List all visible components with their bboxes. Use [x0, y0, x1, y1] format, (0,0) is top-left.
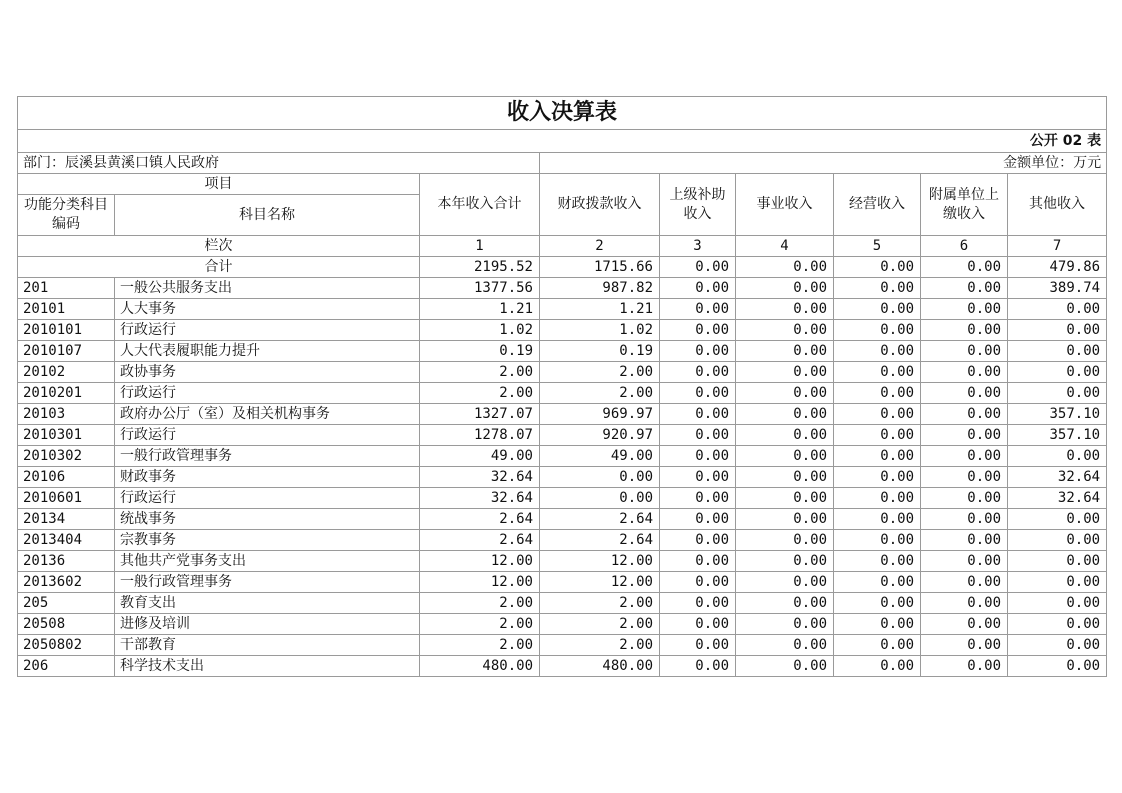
amount-cell: 0.00 — [736, 320, 834, 341]
amount-cell: 0.00 — [1008, 593, 1107, 614]
amount-cell: 2.00 — [540, 635, 660, 656]
subject-name-cell: 行政运行 — [115, 383, 420, 404]
amount-cell: 32.64 — [420, 467, 540, 488]
subject-name-cell: 一般行政管理事务 — [115, 572, 420, 593]
amount-cell: 2.64 — [540, 530, 660, 551]
subject-name-cell: 一般行政管理事务 — [115, 446, 420, 467]
header-upper-subsidy: 上级补助收入 — [660, 174, 736, 236]
table-row — [18, 551, 1107, 572]
table-row — [18, 278, 1107, 299]
column-number: 7 — [1008, 236, 1107, 257]
amount-cell: 0.00 — [921, 551, 1008, 572]
amount-cell: 0.00 — [921, 278, 1008, 299]
header-business: 事业收入 — [736, 174, 834, 236]
amount-cell: 0.00 — [660, 635, 736, 656]
amount-cell: 0.00 — [921, 446, 1008, 467]
amount-cell: 0.00 — [660, 341, 736, 362]
amount-cell: 0.00 — [834, 383, 921, 404]
func-code-cell: 20102 — [18, 362, 115, 383]
column-number: 3 — [660, 236, 736, 257]
func-code-cell: 2010601 — [18, 488, 115, 509]
table-row — [18, 362, 1107, 383]
func-code-cell: 2010101 — [18, 320, 115, 341]
amount-cell: 0.00 — [660, 278, 736, 299]
subject-name-cell: 进修及培训 — [115, 614, 420, 635]
header-affiliated: 附属单位上缴收入 — [921, 174, 1008, 236]
subject-name-cell: 政协事务 — [115, 362, 420, 383]
amount-cell: 0.00 — [921, 341, 1008, 362]
amount-cell: 0.00 — [921, 383, 1008, 404]
column-number: 5 — [834, 236, 921, 257]
amount-cell: 0.00 — [834, 425, 921, 446]
amount-cell: 12.00 — [420, 551, 540, 572]
table-row — [18, 530, 1107, 551]
column-number: 6 — [921, 236, 1008, 257]
amount-cell: 0.00 — [921, 488, 1008, 509]
amount-cell: 0.00 — [736, 551, 834, 572]
amount-cell: 0.00 — [660, 467, 736, 488]
amount-cell: 12.00 — [540, 572, 660, 593]
amount-cell: 389.74 — [1008, 278, 1107, 299]
amount-cell: 0.00 — [834, 446, 921, 467]
amount-cell: 987.82 — [540, 278, 660, 299]
amount-cell: 2.00 — [540, 383, 660, 404]
amount-cell: 357.10 — [1008, 404, 1107, 425]
amount-cell: 2.00 — [540, 362, 660, 383]
func-code-cell: 2010301 — [18, 425, 115, 446]
amount-cell: 0.00 — [834, 488, 921, 509]
amount-cell: 0.00 — [736, 656, 834, 677]
func-code-cell: 2010302 — [18, 446, 115, 467]
amount-cell: 2.64 — [420, 530, 540, 551]
header-total-income: 本年收入合计 — [420, 174, 540, 236]
amount-cell: 0.00 — [834, 320, 921, 341]
amount-cell: 0.00 — [834, 404, 921, 425]
total-value: 0.00 — [660, 257, 736, 278]
table-title: 收入决算表 — [18, 97, 1107, 130]
func-code-cell: 2013404 — [18, 530, 115, 551]
amount-cell: 0.00 — [834, 530, 921, 551]
total-value: 2195.52 — [420, 257, 540, 278]
amount-cell: 2.00 — [420, 614, 540, 635]
amount-cell: 0.00 — [660, 593, 736, 614]
func-code-cell: 20134 — [18, 509, 115, 530]
amount-cell: 0.00 — [660, 299, 736, 320]
amount-cell: 0.00 — [736, 530, 834, 551]
amount-cell: 0.00 — [834, 362, 921, 383]
amount-cell: 0.00 — [1008, 509, 1107, 530]
subject-name-cell: 行政运行 — [115, 488, 420, 509]
amount-cell: 0.00 — [540, 488, 660, 509]
amount-cell: 0.00 — [736, 278, 834, 299]
header-other: 其他收入 — [1008, 174, 1107, 236]
subject-name-cell: 科学技术支出 — [115, 656, 420, 677]
amount-cell: 0.00 — [1008, 656, 1107, 677]
amount-cell: 0.00 — [834, 656, 921, 677]
header-project: 项目 — [18, 174, 420, 195]
func-code-cell: 20508 — [18, 614, 115, 635]
amount-cell: 0.00 — [834, 593, 921, 614]
amount-cell: 0.00 — [660, 656, 736, 677]
amount-cell: 2.00 — [540, 593, 660, 614]
amount-cell: 0.00 — [921, 467, 1008, 488]
amount-cell: 2.64 — [540, 509, 660, 530]
amount-cell: 480.00 — [540, 656, 660, 677]
subject-name-cell: 其他共产党事务支出 — [115, 551, 420, 572]
amount-cell: 0.00 — [921, 362, 1008, 383]
amount-cell: 0.00 — [736, 593, 834, 614]
amount-cell: 12.00 — [540, 551, 660, 572]
func-code-cell: 20103 — [18, 404, 115, 425]
amount-cell: 0.00 — [834, 341, 921, 362]
amount-cell: 1327.07 — [420, 404, 540, 425]
amount-cell: 0.00 — [736, 425, 834, 446]
amount-cell: 0.00 — [921, 572, 1008, 593]
amount-cell: 0.00 — [1008, 635, 1107, 656]
total-value: 0.00 — [834, 257, 921, 278]
column-number: 1 — [420, 236, 540, 257]
amount-cell: 0.00 — [660, 488, 736, 509]
amount-cell: 0.00 — [834, 614, 921, 635]
amount-cell: 0.00 — [921, 509, 1008, 530]
department-label: 部门：辰溪县黄溪口镇人民政府 — [18, 153, 540, 174]
table-row — [18, 446, 1107, 467]
table-row — [18, 572, 1107, 593]
func-code-cell: 20101 — [18, 299, 115, 320]
amount-cell: 2.00 — [420, 383, 540, 404]
header-operating: 经营收入 — [834, 174, 921, 236]
amount-cell: 0.00 — [736, 446, 834, 467]
amount-cell: 2.00 — [420, 362, 540, 383]
amount-cell: 0.00 — [736, 383, 834, 404]
total-label: 合计 — [18, 257, 420, 278]
amount-cell: 49.00 — [420, 446, 540, 467]
func-code-cell: 2050802 — [18, 635, 115, 656]
amount-cell: 0.00 — [660, 320, 736, 341]
amount-cell: 0.00 — [834, 635, 921, 656]
column-number: 2 — [540, 236, 660, 257]
subject-name-cell: 政府办公厅（室）及相关机构事务 — [115, 404, 420, 425]
amount-cell: 0.00 — [1008, 383, 1107, 404]
amount-cell: 0.00 — [921, 404, 1008, 425]
amount-cell: 0.00 — [660, 404, 736, 425]
amount-cell: 0.00 — [921, 593, 1008, 614]
amount-cell: 0.00 — [660, 446, 736, 467]
amount-cell: 49.00 — [540, 446, 660, 467]
unit-label: 金额单位：万元 — [540, 153, 1107, 174]
subject-name-cell: 宗教事务 — [115, 530, 420, 551]
table-row — [18, 467, 1107, 488]
amount-cell: 0.00 — [921, 656, 1008, 677]
amount-cell: 2.00 — [540, 614, 660, 635]
amount-cell: 0.00 — [660, 572, 736, 593]
subject-name-cell: 教育支出 — [115, 593, 420, 614]
amount-cell: 0.00 — [736, 299, 834, 320]
amount-cell: 0.00 — [736, 509, 834, 530]
income-table — [17, 96, 1107, 677]
amount-cell: 0.00 — [834, 551, 921, 572]
amount-cell: 0.00 — [736, 362, 834, 383]
amount-cell: 0.00 — [1008, 572, 1107, 593]
amount-cell: 0.19 — [540, 341, 660, 362]
amount-cell: 0.00 — [1008, 362, 1107, 383]
amount-cell: 0.00 — [834, 509, 921, 530]
amount-cell: 0.00 — [660, 530, 736, 551]
table-code: 公开 02 表 — [18, 130, 1107, 153]
total-value: 0.00 — [921, 257, 1008, 278]
header-subject-name: 科目名称 — [115, 195, 420, 236]
table-row — [18, 299, 1107, 320]
amount-cell: 0.00 — [921, 635, 1008, 656]
subject-name-cell: 行政运行 — [115, 320, 420, 341]
amount-cell: 0.00 — [1008, 299, 1107, 320]
table-row — [18, 404, 1107, 425]
func-code-cell: 2010107 — [18, 341, 115, 362]
table-row — [18, 425, 1107, 446]
amount-cell: 12.00 — [420, 572, 540, 593]
table-row — [18, 614, 1107, 635]
amount-cell: 0.00 — [660, 425, 736, 446]
func-code-cell: 205 — [18, 593, 115, 614]
table-row — [18, 509, 1107, 530]
amount-cell: 1377.56 — [420, 278, 540, 299]
amount-cell: 0.00 — [1008, 341, 1107, 362]
amount-cell: 0.00 — [660, 362, 736, 383]
amount-cell: 0.00 — [660, 551, 736, 572]
amount-cell: 1.02 — [420, 320, 540, 341]
amount-cell: 0.00 — [1008, 320, 1107, 341]
subject-name-cell: 行政运行 — [115, 425, 420, 446]
amount-cell: 0.00 — [660, 509, 736, 530]
amount-cell: 0.00 — [736, 488, 834, 509]
subject-name-cell: 统战事务 — [115, 509, 420, 530]
table-row — [18, 320, 1107, 341]
header-fiscal: 财政拨款收入 — [540, 174, 660, 236]
table-row — [18, 656, 1107, 677]
func-code-cell: 2010201 — [18, 383, 115, 404]
amount-cell: 2.00 — [420, 593, 540, 614]
table-row — [18, 593, 1107, 614]
amount-cell: 2.00 — [420, 635, 540, 656]
table-row — [18, 488, 1107, 509]
amount-cell: 969.97 — [540, 404, 660, 425]
amount-cell: 0.00 — [921, 320, 1008, 341]
subject-name-cell: 一般公共服务支出 — [115, 278, 420, 299]
amount-cell: 0.00 — [834, 299, 921, 320]
table-row — [18, 341, 1107, 362]
subject-name-cell: 干部教育 — [115, 635, 420, 656]
amount-cell: 1.02 — [540, 320, 660, 341]
amount-cell: 357.10 — [1008, 425, 1107, 446]
amount-cell: 32.64 — [1008, 467, 1107, 488]
column-number: 4 — [736, 236, 834, 257]
amount-cell: 0.00 — [1008, 614, 1107, 635]
total-value: 0.00 — [736, 257, 834, 278]
amount-cell: 0.00 — [834, 572, 921, 593]
amount-cell: 1.21 — [540, 299, 660, 320]
column-number-label: 栏次 — [18, 236, 420, 257]
amount-cell: 1278.07 — [420, 425, 540, 446]
table-row — [18, 635, 1107, 656]
amount-cell: 0.00 — [540, 467, 660, 488]
header-func-code: 功能分类科目编码 — [18, 195, 115, 236]
amount-cell: 0.19 — [420, 341, 540, 362]
subject-name-cell: 人大代表履职能力提升 — [115, 341, 420, 362]
amount-cell: 0.00 — [736, 572, 834, 593]
total-value: 479.86 — [1008, 257, 1107, 278]
amount-cell: 0.00 — [660, 383, 736, 404]
amount-cell: 0.00 — [736, 404, 834, 425]
amount-cell: 0.00 — [660, 614, 736, 635]
amount-cell: 0.00 — [921, 425, 1008, 446]
amount-cell: 0.00 — [736, 614, 834, 635]
amount-cell: 0.00 — [1008, 446, 1107, 467]
amount-cell: 920.97 — [540, 425, 660, 446]
func-code-cell: 2013602 — [18, 572, 115, 593]
amount-cell: 32.64 — [420, 488, 540, 509]
amount-cell: 0.00 — [1008, 551, 1107, 572]
func-code-cell: 201 — [18, 278, 115, 299]
amount-cell: 0.00 — [834, 467, 921, 488]
total-value: 1715.66 — [540, 257, 660, 278]
income-statement-sheet — [17, 96, 1106, 677]
subject-name-cell: 财政事务 — [115, 467, 420, 488]
amount-cell: 0.00 — [736, 635, 834, 656]
amount-cell: 0.00 — [736, 341, 834, 362]
amount-cell: 0.00 — [921, 299, 1008, 320]
table-row — [18, 383, 1107, 404]
func-code-cell: 20136 — [18, 551, 115, 572]
amount-cell: 1.21 — [420, 299, 540, 320]
amount-cell: 32.64 — [1008, 488, 1107, 509]
func-code-cell: 20106 — [18, 467, 115, 488]
func-code-cell: 206 — [18, 656, 115, 677]
amount-cell: 0.00 — [736, 467, 834, 488]
subject-name-cell: 人大事务 — [115, 299, 420, 320]
amount-cell: 0.00 — [921, 530, 1008, 551]
amount-cell: 0.00 — [834, 278, 921, 299]
amount-cell: 0.00 — [921, 614, 1008, 635]
amount-cell: 0.00 — [1008, 530, 1107, 551]
amount-cell: 480.00 — [420, 656, 540, 677]
amount-cell: 2.64 — [420, 509, 540, 530]
